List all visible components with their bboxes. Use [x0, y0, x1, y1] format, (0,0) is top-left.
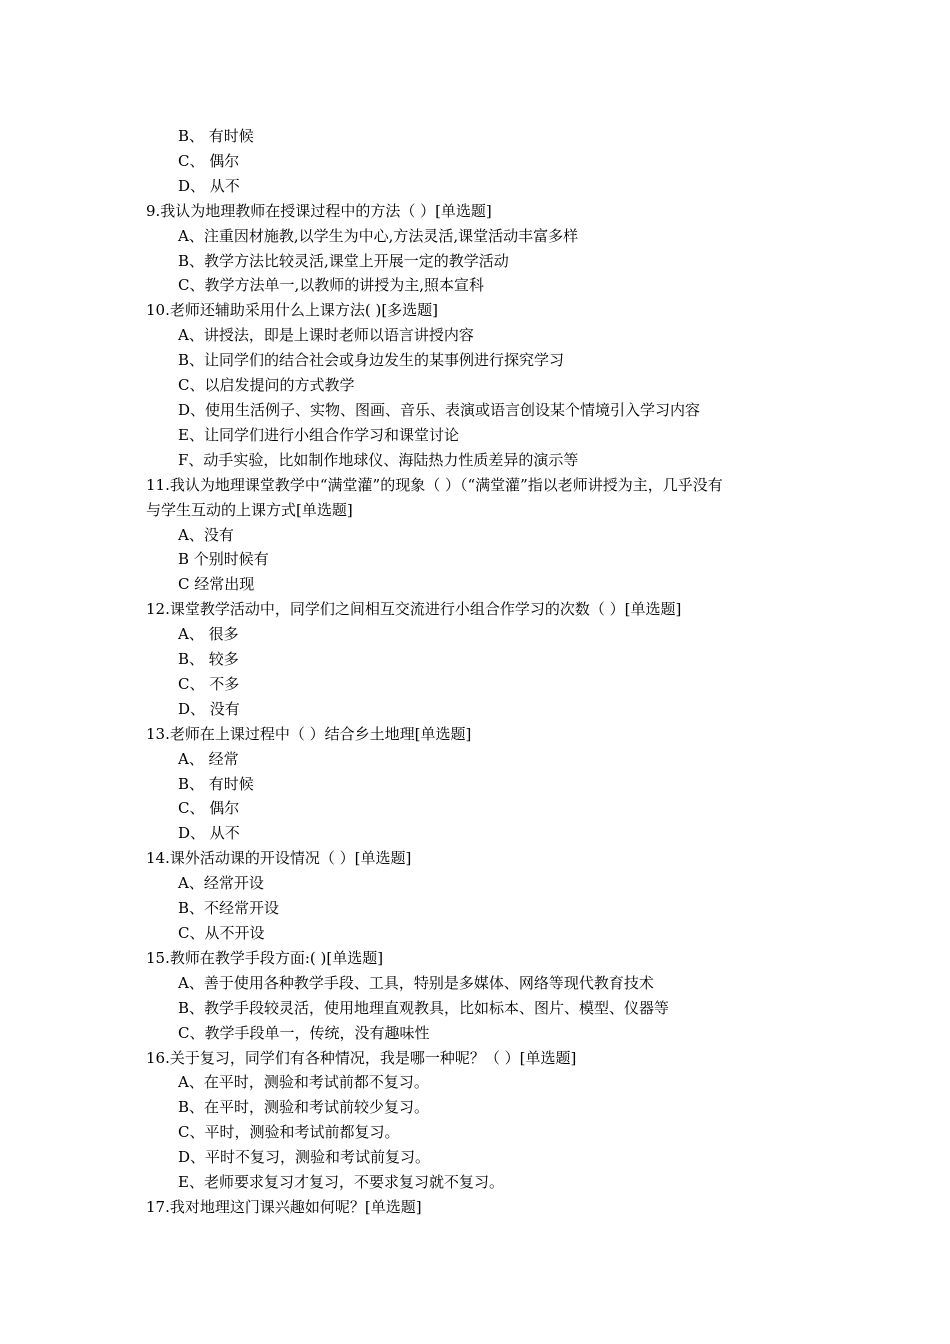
option-line: C、从不开设	[178, 924, 265, 942]
question-line: 15.教师在教学手段方面:( )[单选题]	[146, 948, 384, 967]
option-line: B、 较多	[178, 650, 239, 669]
option-line: A、在平时，测验和考试前都不复习。	[178, 1073, 429, 1092]
document-body	[146, 124, 816, 1220]
option-line: A、讲授法，即是上课时老师以语言讲授内容	[178, 326, 474, 345]
option-line: C、 偶尔	[178, 799, 240, 818]
question-line: 9.我认为地理教师在授课过程中的方法（ ）[单选题]	[146, 201, 492, 220]
option-line: C、 不多	[178, 674, 240, 693]
question-line: 13.老师在上课过程中（ ）结合乡土地理[单选题]	[146, 724, 472, 743]
option-line: B、 有时候	[178, 127, 254, 145]
option-line: E、让同学们进行小组合作学习和课堂讨论	[178, 425, 459, 444]
option-line: B、让同学们的结合社会或身边发生的某事例进行探究学习	[178, 351, 565, 370]
question-line: 17.我对地理这门课兴趣如何呢？[单选题]	[146, 1197, 422, 1216]
option-line: F、动手实验，比如制作地球仪、海陆热力性质差异的演示等	[178, 450, 579, 469]
option-line: A、没有	[178, 525, 234, 544]
option-line: C 经常出现	[178, 575, 255, 594]
question-line: 与学生互动的上课方式[单选题]	[146, 500, 353, 519]
option-line: D、平时不复习，测验和考试前复习。	[178, 1148, 431, 1167]
option-line: A、善于使用各种教学手段、工具，特别是多媒体、网络等现代教育技术	[178, 973, 654, 992]
option-line: D、 没有	[178, 699, 240, 718]
option-line: A、 经常	[178, 749, 239, 768]
option-line: C、以启发提问的方式教学	[178, 376, 355, 395]
option-line: C、平时，测验和考试前都复习。	[178, 1123, 400, 1142]
option-line: D、使用生活例子、实物、图画、音乐、表演或语言创设某个情境引入学习内容	[178, 400, 701, 419]
option-line: B 个别时候有	[178, 550, 269, 569]
option-line: B、在平时，测验和考试前较少复习。	[178, 1098, 430, 1117]
option-line: C、教学手段单一，传统，没有趣味性	[178, 1023, 430, 1042]
option-line: B、教学方法比较灵活,课堂上开展一定的教学活动	[178, 251, 509, 270]
question-line: 10.老师还辅助采用什么上课方法( )[多选题]	[146, 301, 439, 320]
option-line: A、注重因材施教,以学生为中心,方法灵活,课堂活动丰富多样	[178, 226, 579, 245]
question-line: 14.课外活动课的开设情况（ ）[单选题]	[146, 849, 412, 868]
option-line: C、 偶尔	[178, 151, 240, 170]
question-line: 11.我认为地理课堂教学中“满堂灌”的现象（ ）（“满堂灌”指以老师讲授为主，几乎没有	[146, 475, 723, 494]
option-line: D、 从不	[178, 176, 240, 195]
option-line: A、经常开设	[178, 874, 264, 893]
option-line: D、 从不	[178, 824, 240, 843]
option-line: B、不经常开设	[178, 899, 280, 918]
question-line: 12.课堂教学活动中，同学们之间相互交流进行小组合作学习的次数（ ）[单选题]	[146, 600, 682, 619]
option-line: C、教学方法单一,以教师的讲授为主,照本宣科	[178, 276, 485, 295]
option-line: B、 有时候	[178, 774, 254, 793]
option-line: B、教学手段较灵活，使用地理直观教具，比如标本、图片、模型、仪器等	[178, 998, 670, 1017]
question-line: 16.关于复习，同学们有各种情况，我是哪一种呢？（ ）[单选题]	[146, 1048, 577, 1067]
option-line: A、 很多	[178, 625, 239, 644]
option-line: E、老师要求复习才复习，不要求复习就不复习。	[178, 1173, 504, 1192]
